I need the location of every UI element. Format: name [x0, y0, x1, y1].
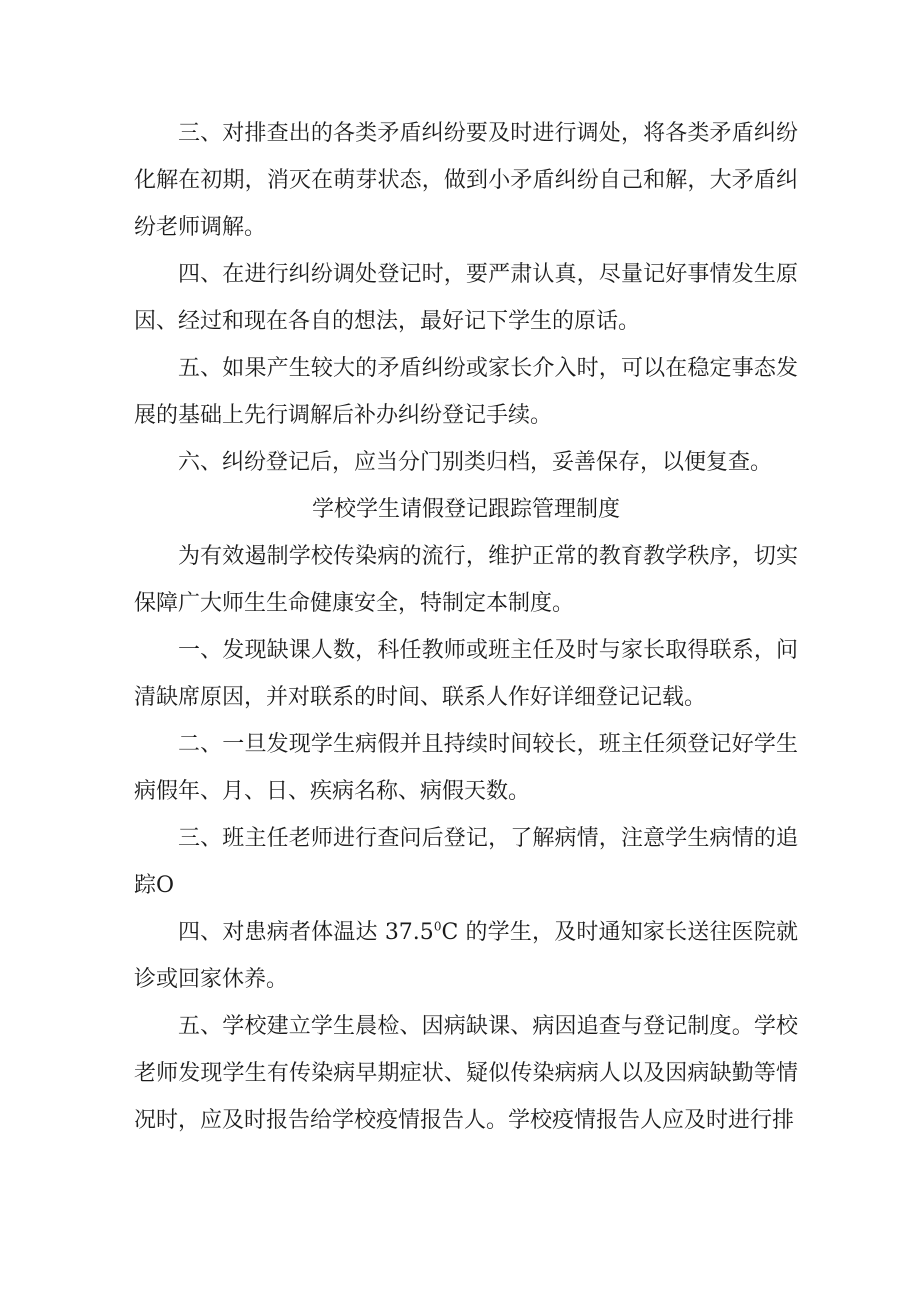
paragraph-6: 六、纠纷登记后，应当分门别类归档，妥善保存，以便复查。	[178, 450, 773, 475]
paragraph-5: 五、如果产生较大的矛盾纠纷或家长介入时，可以在稳定事态发展的基础上先行调解后补办纠纷登记手续。	[134, 356, 798, 428]
section-title: 学校学生请假登记跟踪管理制度	[311, 497, 620, 522]
rule-4-suffix: C 的学生，及时通知家长送往医院就诊或回家休养。	[134, 920, 799, 992]
intro-paragraph: 为有效遏制学校传染病的流行，维护正常的教育教学秩序，切实保障广大师生生命健康安全，特制定本制度。	[134, 544, 798, 616]
rule-2-paragraph: 二、一旦发现学生病假并且持续时间较长，班主任须登记好学生病假年、月、日、疾病名称、病假天数。	[134, 732, 798, 804]
degree-superscript: 0	[433, 919, 442, 934]
rule-4-paragraph	[134, 909, 798, 1003]
document-body	[134, 110, 798, 1144]
rule-3-paragraph: 三、班主任老师进行查问后登记，了解病情，注意学生病情的追踪O	[134, 826, 798, 898]
rule-5-paragraph: 五、学校建立学生晨检、因病缺课、病因追查与登记制度。学校老师发现学生有传染病早期症状、疑似传染病病人以及因病缺勤等情况时，应及时报告给学校疫情报告人。学校疫情报告人应及时进行排	[134, 1014, 798, 1133]
paragraph-3: 三、对排查出的各类矛盾纠纷要及时进行调处，将各类矛盾纠纷化解在初期，消灭在萌芽状态，做到小矛盾纠纷自己和解，大矛盾纠纷老师调解。	[134, 121, 798, 240]
rule-1-paragraph: 一、发现缺课人数，科任教师或班主任及时与家长取得联系，问清缺席原因，并对联系的时间、联系人作好详细登记记载。	[134, 638, 798, 710]
paragraph-4: 四、在进行纠纷调处登记时，要严肃认真，尽量记好事情发生原因、经过和现在各自的想法，最好记下学生的原话。	[134, 262, 798, 334]
rule-4-prefix: 四、对患病者体温达 37.5	[178, 920, 434, 945]
